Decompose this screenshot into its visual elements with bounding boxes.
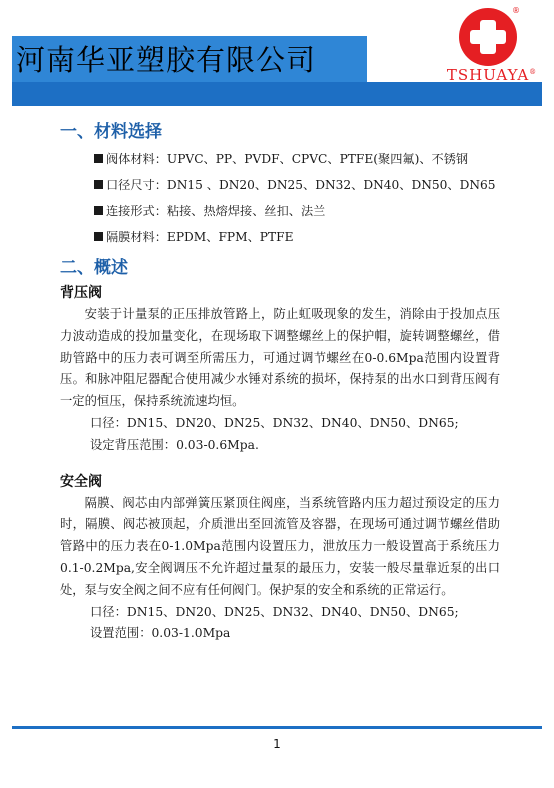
- material-item-text: 阀体材料：UPVC、PP、PVDF、CPVC、PTFE(聚四氟)、不锈钢: [106, 152, 469, 166]
- footer-divider: [12, 726, 542, 729]
- logo-cross-bar: [470, 30, 506, 44]
- safety-valve-description: 隔膜、阀芯由内部弹簧压紧顶住阀座，当系统管路内压力超过预设定的压力时，隔膜、阀芯被顶起，介质泄出至回流管及容器，在现场可通过调节螺丝借助管路中的压力表在0-1.0Mpa范围内设置压力，泄放压力一般设置高于系统压力0.1-0.2Mpa,安全阀调压不允许超过量泵的最压力，安装一般尽量靠近泵的出口处，泵与安全阀之间不应有任何阀门。保护泵的安全和系统的正常运行。: [60, 495, 500, 597]
- company-name: 河南华亚塑胶有限公司: [16, 43, 317, 77]
- material-item-diaphragm: [94, 224, 500, 250]
- materials-list: [94, 146, 500, 250]
- back-pressure-valve-description: 安装于计量泵的正压排放管路上，防止虹吸现象的发生，消除由于投加点压力波动造成的投加量变化，在现场取下调整螺丝上的保护帽，旋转调整螺丝，借助管路中的压力表可调至所需压力，可通过调节螺丝在0-0.6Mpa范围内设置背压。和脉冲阻尼器配合使用减少水锤对系统的损坏，保持泵的出水口到背压阀有一定的恒压，保持系统流速均恒。: [60, 307, 500, 409]
- logo-wordmark: TSHUAYA: [446, 66, 530, 84]
- material-item-caliber: [94, 172, 500, 198]
- material-item-body: [94, 146, 500, 172]
- logo-text-registered: ®: [529, 68, 538, 76]
- back-pressure-valve-heading: 背压阀: [60, 285, 102, 301]
- section-title-materials: 一、材料选择: [60, 122, 162, 142]
- logo-text: [432, 66, 552, 84]
- tshuaya-logo: [446, 6, 538, 86]
- back-pressure-caliber: 口径：DN15、DN20、DN25、DN32、DN40、DN50、DN65;: [90, 415, 459, 430]
- square-bullet-icon: [94, 206, 103, 215]
- page-number: 1: [273, 737, 281, 751]
- material-item-connection: [94, 198, 500, 224]
- material-item-text: 口径尺寸：DN15 、DN20、DN25、DN32、DN40、DN50、DN65: [106, 178, 496, 192]
- page-header: [0, 0, 554, 112]
- square-bullet-icon: [94, 232, 103, 241]
- material-item-text: 隔膜材料：EPDM、FPM、PTFE: [106, 230, 294, 244]
- back-pressure-range: 设定背压范围：0.03-0.6Mpa.: [90, 437, 259, 452]
- square-bullet-icon: [94, 154, 103, 163]
- section-title-overview: 二、概述: [60, 258, 128, 278]
- square-bullet-icon: [94, 180, 103, 189]
- safety-valve-heading: 安全阀: [60, 473, 102, 490]
- logo-registered-mark: ®: [512, 6, 520, 15]
- safety-valve-range: 设置范围：0.03-1.0Mpa: [90, 626, 231, 641]
- safety-valve-caliber: 口径：DN15、DN20、DN25、DN32、DN40、DN50、DN65;: [90, 604, 459, 619]
- material-item-text: 连接形式：粘接、热熔焊接、丝扣、法兰: [106, 204, 326, 218]
- document-body: [60, 118, 500, 645]
